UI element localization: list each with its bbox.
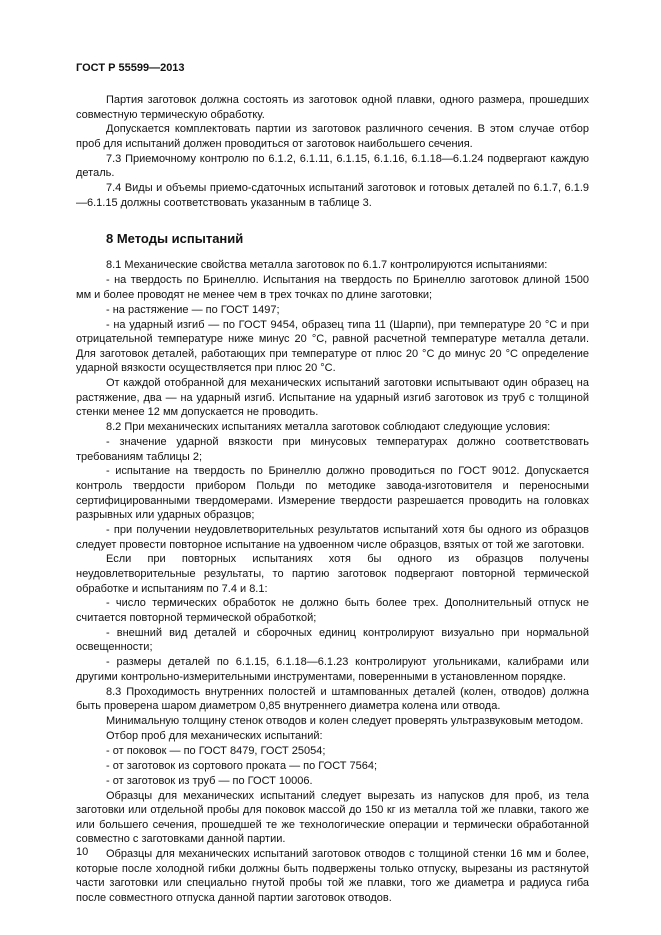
document-id-header: ГОСТ Р 55599—2013 — [76, 62, 185, 74]
section-heading: 8 Методы испытаний — [106, 231, 244, 247]
list-item: - при получении неудовлетворительных результатов испытаний хотя бы одного из образцов следует провести повторное испытание на удвоенном числе образцов, взятых от той же заготовки. — [76, 524, 589, 551]
clause-8-2: 8.2 При механических испытаниях металла заготовок соблюдают следующие условия: — [106, 421, 551, 434]
list-item: - от заготовок из труб — по ГОСТ 10006. — [106, 774, 313, 787]
list-item: - внешний вид деталей и сборочных единиц контролируют визуально при нормальной освещенности; — [76, 626, 589, 654]
list-item: - от заготовок из сортового проката — по ГОСТ 7564; — [106, 759, 378, 772]
list-item: - размеры деталей по 6.1.15, 6.1.18—6.1.23 контролируют угольниками, калибрами или другими контрольно-измерительными инструментами, поверенными в установленном порядке. — [76, 656, 589, 683]
clause-7-4: 7.4 Виды и объемы приемо-сдаточных испытаний заготовок и готовых деталей по 6.1.7, 6.1.9—6.1.15 должны соответствовать указанным в таблице 3. — [76, 182, 589, 209]
clause-7-3: 7.3 Приемочному контролю по 6.1.2, 6.1.11, 6.1.15, 6.1.16, 6.1.18—6.1.24 подвергают каждую деталь. — [76, 152, 589, 180]
list-item: - на ударный изгиб — по ГОСТ 9454, образец типа 11 (Шарпи), при температуре 20 °С и при отрицательной температуре ниже минус 20 °С, равной расчетной температуре металла детали. Для заготовок деталей, работающих при температуре от плюс 20 °С до минус 20 °С определение ударной вязкости осуществляется при плюс 20 °С. — [76, 318, 589, 375]
clause-8-3: 8.3 Проходимость внутренних полостей и штампованных деталей (колен, отводов) должна быть проверена шаром диаметром 0,85 внутреннего диаметра колена или отвода. — [76, 685, 589, 713]
paragraph: Образцы для механических испытаний заготовок отводов с толщиной стенки 16 мм и более, которые после холодной гибки должны быть подвержены только отпуску, вырезаны из растянутой части заготовки или специально гнутой пробы той же плавки, того же диаметра и радиуса гиба после совместного отпуска данной партии заготовок отводов. — [76, 848, 589, 904]
page-content — [76, 93, 589, 905]
paragraph: Минимальную толщину стенок отводов и колен следует проверять ультразвуковым методом. — [106, 715, 584, 728]
paragraph: Образцы для механических испытаний следует вырезать из напусков для проб, из тела заготовки или отдельной пробы для поковок массой до 150 кг из металла той же плавки, такого же или большего сечения, прошедшей те же технологические операции и термически обработанной совместно с заготовками данной партии. — [76, 789, 589, 846]
list-item: - число термических обработок не должно быть более трех. Дополнительный отпуск не считается повторной термической обработкой; — [76, 597, 589, 624]
paragraph: Допускается комплектовать партии из заготовок различного сечения. В этом случае отбор проб для испытаний должен проводиться от заготовок наибольшего сечения. — [76, 123, 589, 150]
list-item: - от поковок — по ГОСТ 8479, ГОСТ 25054; — [106, 744, 326, 757]
list-item: - на твердость по Бринеллю. Испытания на твердость по Бринеллю заготовок длиной 1500 мм и более проводят не менее чем в трех точках по длине заготовки; — [76, 274, 589, 301]
list-item: - значение ударной вязкости при минусовых температурах должно соответствовать требованиям таблицы 2; — [76, 436, 589, 463]
list-item: - испытание на твердость по Бринеллю должно проводиться по ГОСТ 9012. Допускается контроль твердости прибором Польди по методике завода-изготовителя и переносными сертифицированными твердомерами. Измерение твердости разрешается проводить на головках разрывных или ударных образцов; — [76, 465, 589, 522]
list-item: - на растяжение — по ГОСТ 1497; — [106, 303, 280, 316]
clause-8-1: 8.1 Механические свойства металла заготовок по 6.1.7 контролируются испытаниями: — [106, 259, 548, 272]
paragraph: Если при повторных испытаниях хотя бы одного из образцов получены неудовлетворительные результаты, то партию заготовок подвергают повторной термической обработке и испытаниям по 7.4 и 8.1: — [76, 553, 589, 595]
paragraph: От каждой отобранной для механических испытаний заготовки испытывают один образец на растяжение, два — на ударный изгиб. Испытание на ударный изгиб заготовок из труб с толщиной стенки менее 12 мм допускается не проводить. — [76, 377, 589, 419]
paragraph: Отбор проб для механических испытаний: — [106, 730, 323, 743]
paragraph: Партия заготовок должна состоять из заготовок одной плавки, одного размера, прошедших совместную термическую обработку. — [76, 94, 589, 121]
page-number: 10 — [76, 846, 89, 858]
